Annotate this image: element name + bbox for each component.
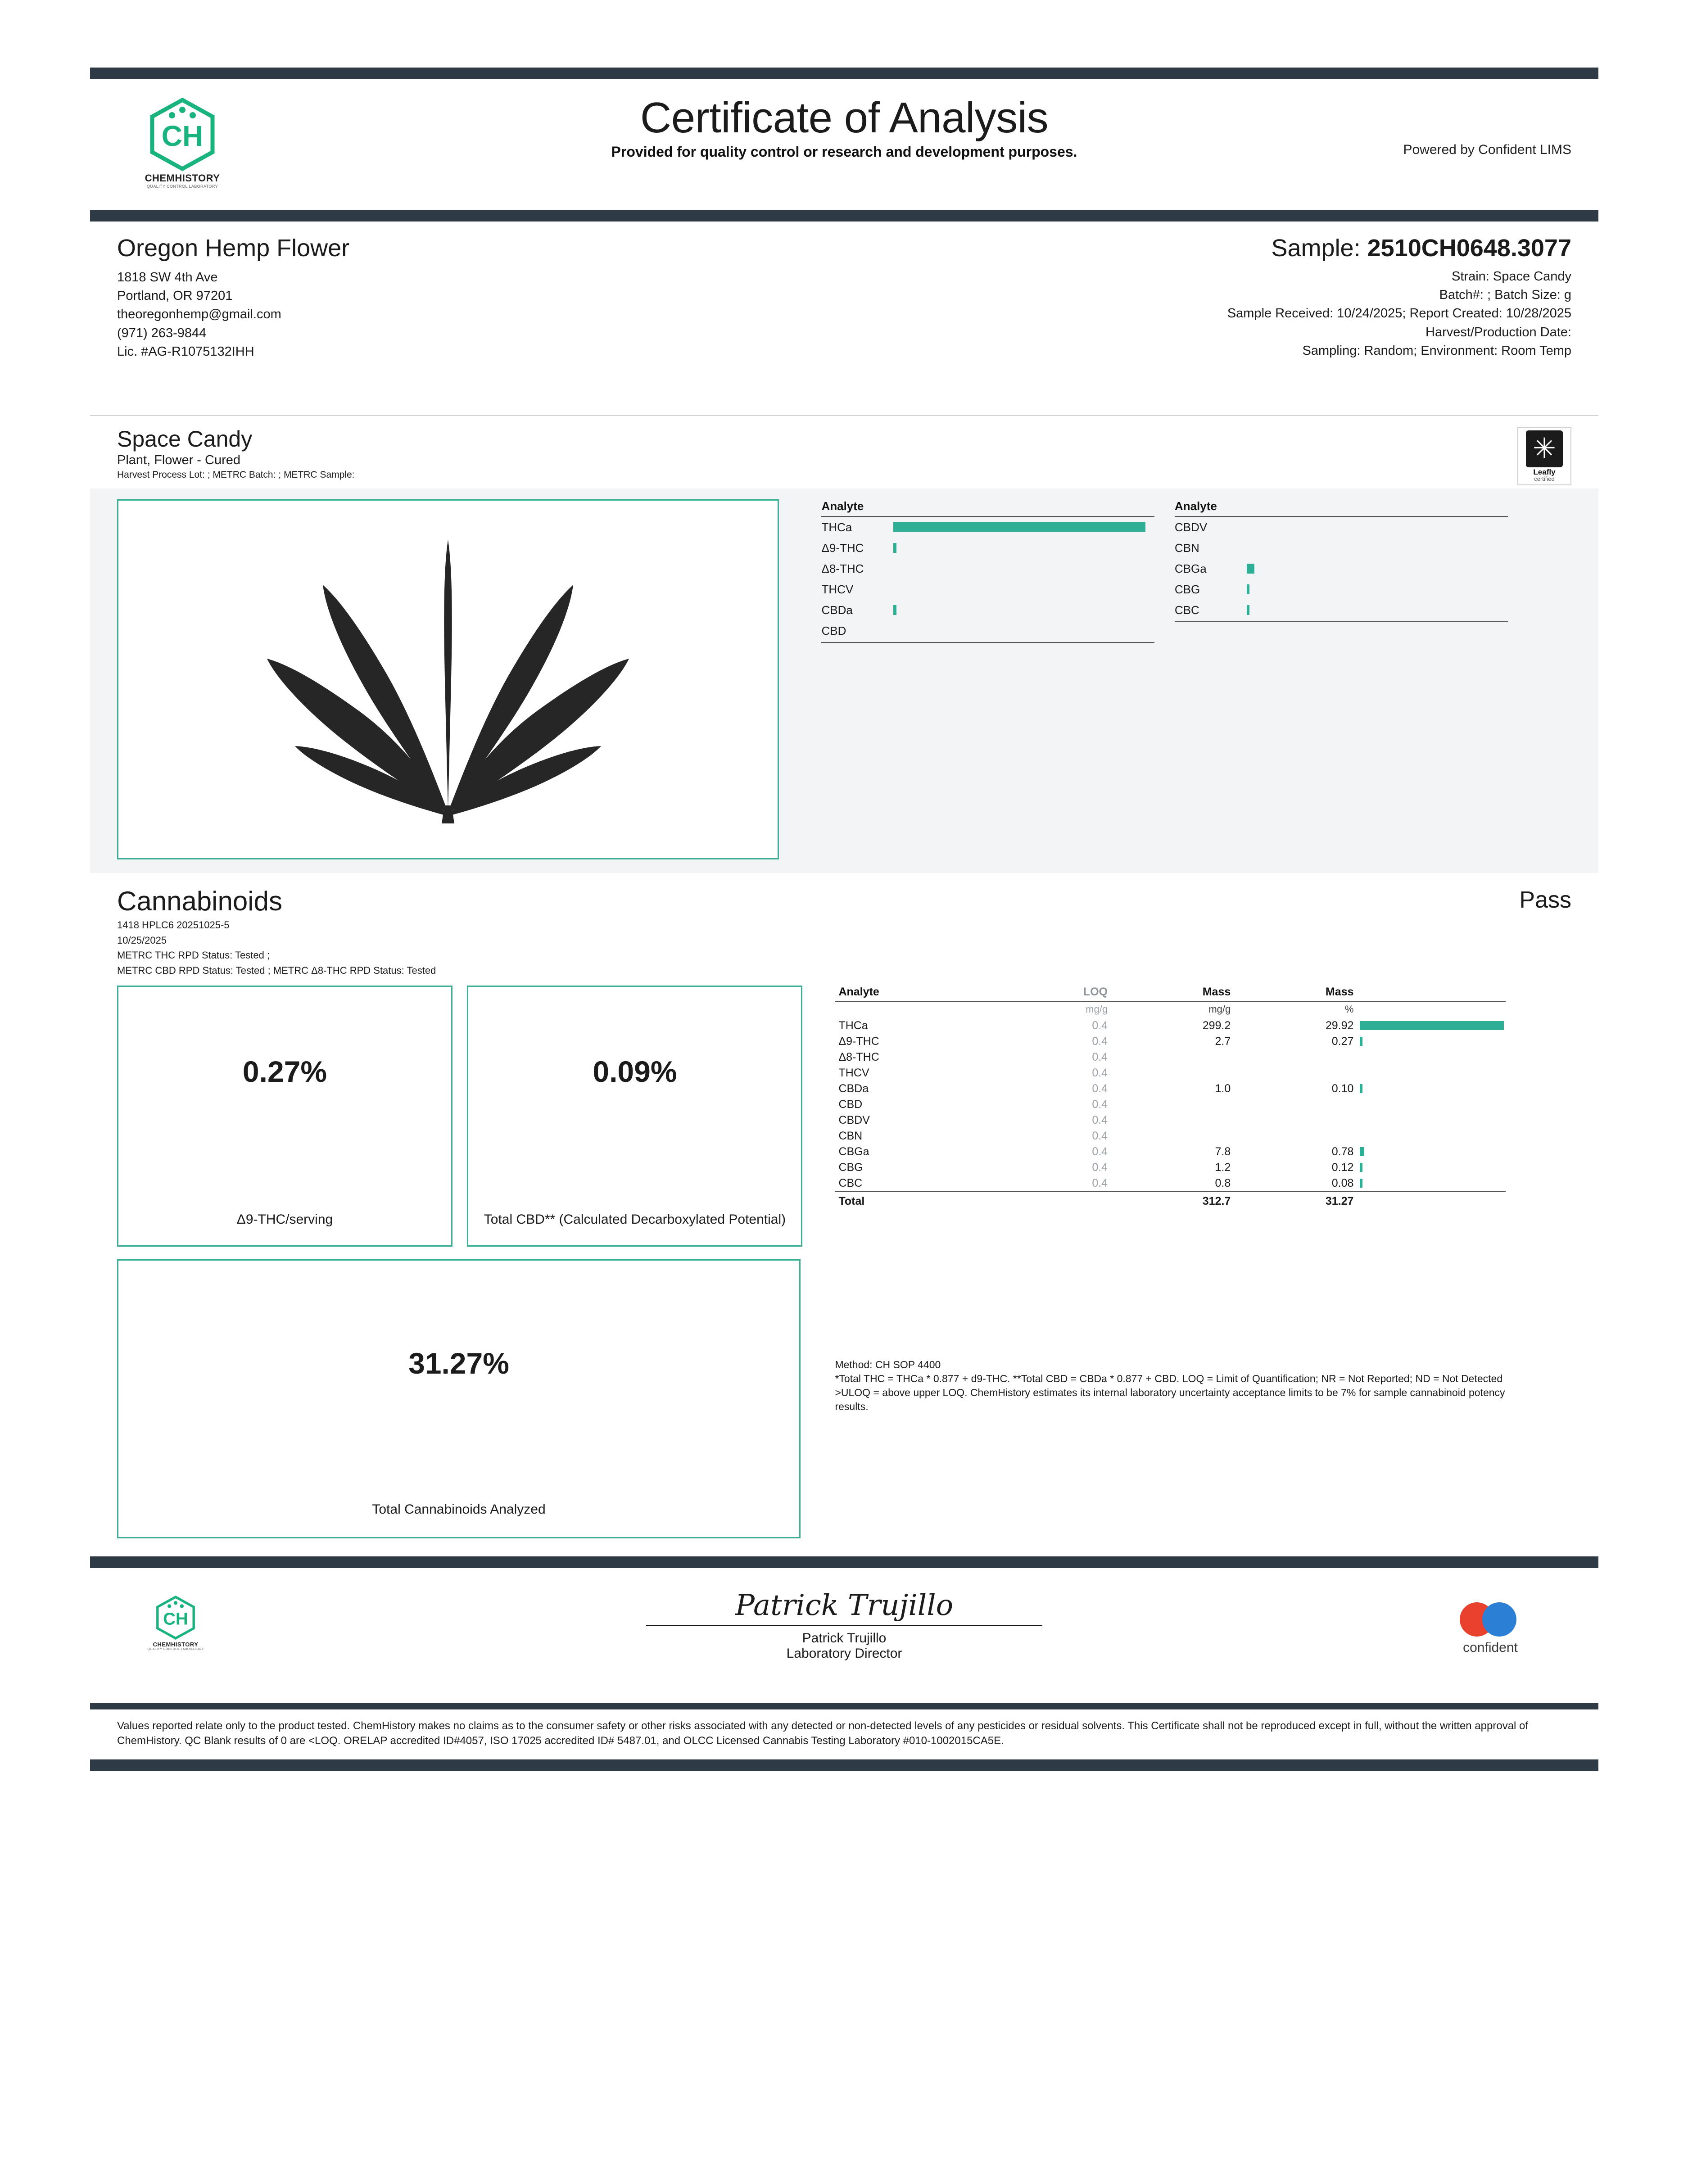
cell-mass-mgg	[1111, 1097, 1234, 1112]
document-subtitle: Provided for quality control or research and development purposes.	[611, 143, 1077, 160]
total-cannabinoids-caption: Total Cannabinoids Analyzed	[372, 1502, 546, 1517]
overview-analyte-label: THCV	[821, 582, 854, 596]
cell-mass-pct	[1234, 1097, 1357, 1112]
cell-mass-pct: 0.78	[1331, 1145, 1354, 1158]
document-header	[90, 79, 1598, 210]
overview-analyte-label: CBG	[1174, 582, 1200, 596]
sample-label: Sample:	[1271, 235, 1367, 262]
overview-bar	[893, 543, 896, 553]
client-email: theoregonhemp@gmail.com	[117, 307, 281, 322]
cell-analyte: CBG	[838, 1161, 863, 1174]
table-row	[835, 1176, 1506, 1192]
cell-bar	[1357, 1081, 1506, 1097]
cell-mass-mgg: 1.0	[1215, 1082, 1231, 1095]
cell-loq: 0.4	[1092, 1129, 1108, 1142]
unit-mass-mgg: mg/g	[1208, 1003, 1231, 1015]
cell-bar	[1357, 1144, 1506, 1160]
thc-serving-value: 0.27%	[242, 1054, 327, 1088]
results-table-head	[835, 986, 1506, 1002]
overview-row	[1175, 538, 1508, 558]
overview-bar-track	[1247, 543, 1508, 553]
cell-loq: 0.4	[1092, 1066, 1108, 1079]
overview-row	[821, 579, 1154, 600]
overview-row	[821, 517, 1154, 538]
cell-mass-mgg	[1111, 1065, 1234, 1081]
title-block	[90, 95, 1598, 160]
method-line: Method: CH SOP 4400	[835, 1358, 941, 1370]
total-cbd-box	[467, 986, 802, 1247]
overview-left-header	[821, 499, 1154, 517]
signature-block	[642, 1586, 1047, 1661]
overview-analyte-label: CBGa	[1174, 561, 1207, 575]
cell-bar	[1357, 1034, 1506, 1049]
cell-loq: 0.4	[1092, 1082, 1108, 1095]
footer-logo-wordmark: CHEMHISTORY	[153, 1641, 199, 1648]
overview-bar	[893, 522, 1145, 532]
top-divider-bar	[90, 68, 1598, 79]
cannabinoids-title: Cannabinoids	[117, 886, 282, 916]
footnote-1: *Total THC = THCa * 0.877 + d9-THC. **Total CBD = CBDa * 0.877 + CBD. LOQ = Limit of Quantification; NR = Not Reported; ND = Not Detected	[835, 1372, 1503, 1384]
sample-batch: Batch#: ; Batch Size: g	[1439, 288, 1571, 303]
svg-text:CH: CH	[161, 120, 204, 152]
cell-bar	[1357, 1112, 1506, 1128]
sample-strain: Strain: Space Candy	[1452, 269, 1571, 284]
footnote-2: >ULOQ = above upper LOQ. ChemHistory estimates its internal laboratory uncertainty acceptance limits to be 7% for sample cannabinoid potency results.	[835, 1386, 1505, 1412]
status-badge: Pass	[1519, 887, 1571, 913]
unit-blank	[835, 1002, 1001, 1018]
table-row	[835, 1144, 1506, 1160]
cell-analyte: CBDa	[838, 1082, 869, 1095]
cell-analyte: Δ9-THC	[838, 1035, 879, 1048]
table-row	[835, 1160, 1506, 1176]
cell-loq: 0.4	[1092, 1035, 1108, 1048]
overview-bar-track	[893, 584, 1154, 594]
cell-mass-mgg: 299.2	[1202, 1019, 1231, 1032]
strain-block	[90, 416, 1598, 488]
overview-analyte-label: CBC	[1174, 603, 1199, 617]
analysis-meta-2: 10/25/2025	[117, 934, 167, 946]
overview-row	[1175, 579, 1508, 600]
cell-mass-mgg: 1.2	[1215, 1161, 1231, 1174]
table-row	[835, 1128, 1506, 1144]
cell-bar	[1357, 1097, 1506, 1112]
sample-id-line	[806, 234, 1571, 262]
table-row	[835, 1081, 1506, 1097]
confident-logo	[1432, 1600, 1549, 1655]
sample-photo	[117, 499, 779, 859]
confident-wordmark: confident	[1463, 1640, 1518, 1655]
overview-analyte-label: Δ9-THC	[821, 541, 864, 555]
total-loq	[1001, 1192, 1111, 1209]
cell-mass-pct: 29.92	[1325, 1019, 1354, 1032]
analysis-meta-3: METRC THC RPD Status: Tested ;	[117, 950, 270, 961]
table-row	[835, 1049, 1506, 1065]
total-mass-pct: 31.27	[1234, 1192, 1357, 1209]
overview-analyte-label: CBDV	[1174, 520, 1208, 534]
overview-bar	[1247, 605, 1249, 615]
sample-id: 2510CH0648.3077	[1367, 235, 1571, 262]
signatory-name: Patrick Trujillo	[802, 1630, 887, 1646]
analysis-meta-4: METRC CBD RPD Status: Tested ; METRC Δ8-THC RPD Status: Tested	[117, 965, 436, 977]
overview-bar-track	[893, 543, 1154, 553]
sample-image-and-overview	[90, 488, 1598, 873]
results-total-row	[835, 1192, 1506, 1209]
overview-column-right	[1175, 499, 1508, 622]
cell-analyte: CBC	[838, 1176, 863, 1189]
sample-harvest-date: Harvest/Production Date:	[1426, 325, 1571, 339]
overview-left-rule	[821, 642, 1154, 643]
bottom-bar	[90, 1759, 1598, 1771]
cell-loq: 0.4	[1092, 1161, 1108, 1174]
col-mass-mgg: Mass	[1111, 986, 1234, 1002]
cell-mass-pct	[1234, 1065, 1357, 1081]
cell-loq: 0.4	[1092, 1050, 1108, 1063]
overview-right-header	[1175, 499, 1508, 517]
table-row	[835, 1097, 1506, 1112]
cell-bar	[1357, 1128, 1506, 1144]
cell-mass-pct	[1234, 1049, 1357, 1065]
total-cannabinoids-box	[117, 1259, 801, 1538]
cell-bar	[1357, 1176, 1506, 1192]
cannabis-leaf-icon	[223, 522, 673, 837]
powered-by-label: Powered by Confident LIMS	[1403, 142, 1571, 157]
cannabinoid-results-table	[835, 986, 1506, 1209]
coa-sheet	[90, 68, 1598, 1771]
cell-loq: 0.4	[1092, 1098, 1108, 1111]
cell-loq: 0.4	[1092, 1176, 1108, 1189]
sample-sampling: Sampling: Random; Environment: Room Temp	[1302, 343, 1571, 358]
logo-tagline: QUALITY CONTROL LABORATORY	[147, 184, 218, 189]
overview-row	[1175, 600, 1508, 620]
strain-name: Space Candy	[117, 426, 253, 452]
total-label: Total	[835, 1192, 1001, 1209]
disclaimer-divider-bar	[90, 1703, 1598, 1709]
col-bar	[1357, 986, 1506, 1002]
signature-line	[646, 1625, 1042, 1626]
signature-image: Patrick Trujillo	[735, 1588, 954, 1622]
overview-analyte-label: Δ8-THC	[821, 561, 864, 575]
cell-analyte: THCV	[838, 1066, 869, 1079]
overview-right-header-label: Analyte	[1174, 499, 1217, 513]
overview-row	[1175, 558, 1508, 579]
header-divider-bar	[90, 210, 1598, 222]
overview-bar	[1247, 584, 1249, 594]
table-row	[835, 1034, 1506, 1049]
overview-bar-track	[1247, 564, 1508, 574]
cell-analyte: CBN	[838, 1129, 863, 1142]
method-notes	[835, 1358, 1510, 1414]
signature-band	[90, 1568, 1598, 1703]
overview-row	[1175, 517, 1508, 538]
cell-analyte: CBGa	[838, 1145, 869, 1158]
total-cannabinoids-value: 31.27%	[408, 1346, 509, 1380]
document-title: Certificate of Analysis	[640, 94, 1049, 142]
cell-mass-mgg: 2.7	[1215, 1035, 1231, 1048]
cell-bar	[1357, 1018, 1506, 1034]
overview-analyte-label: CBD	[821, 624, 846, 638]
cell-mass-pct	[1234, 1128, 1357, 1144]
results-table-area	[835, 986, 1546, 1414]
table-row	[835, 1112, 1506, 1128]
cell-mass-mgg	[1111, 1049, 1234, 1065]
cell-mass-mgg	[1111, 1112, 1234, 1128]
logo-wordmark: CHEMHISTORY	[145, 172, 220, 184]
cell-bar	[1357, 1049, 1506, 1065]
overview-left-header-label: Analyte	[821, 499, 864, 513]
cell-analyte: Δ8-THC	[838, 1050, 879, 1063]
cell-mass-pct	[1234, 1112, 1357, 1128]
total-cbd-value: 0.09%	[593, 1054, 677, 1088]
cell-loq: 0.4	[1092, 1145, 1108, 1158]
overview-bar-track	[1247, 584, 1508, 594]
cannabinoids-body	[117, 986, 1571, 1538]
col-analyte: Analyte	[835, 986, 1001, 1002]
leafly-certified-badge	[1517, 427, 1571, 485]
overview-row	[821, 600, 1154, 620]
client-address-1: 1818 SW 4th Ave	[117, 270, 218, 285]
leafly-label: Leafly	[1533, 468, 1556, 476]
overview-bar	[893, 605, 896, 615]
overview-bar	[1247, 564, 1254, 574]
cell-loq: 0.4	[1092, 1019, 1108, 1032]
overview-analyte-label: CBN	[1174, 541, 1199, 555]
footer-divider-bar	[90, 1556, 1598, 1568]
unit-mass-pct: %	[1344, 1003, 1354, 1015]
strain-lot-info: Harvest Process Lot: ; METRC Batch: ; METRC Sample:	[117, 470, 355, 480]
cannabinoids-section	[90, 873, 1598, 1556]
overview-analyte-label: THCa	[821, 520, 852, 534]
cell-mass-mgg: 7.8	[1215, 1145, 1231, 1158]
overview-bar-track	[893, 605, 1154, 615]
table-row	[835, 1065, 1506, 1081]
results-table-body	[835, 1002, 1506, 1209]
unit-bar	[1357, 1002, 1506, 1018]
cell-mass-pct: 0.27	[1331, 1035, 1354, 1048]
overview-bar-track	[1247, 522, 1508, 532]
results-units-row	[835, 1002, 1506, 1018]
overview-bar-track	[893, 522, 1154, 532]
total-cbd-caption: Total CBD** (Calculated Decarboxylated Potential)	[484, 1212, 786, 1227]
thc-serving-caption: Δ9-THC/serving	[236, 1212, 333, 1227]
overview-row	[821, 558, 1154, 579]
client-license: Lic. #AG-R1075132IHH	[117, 344, 254, 359]
overview-analyte-label: CBDa	[821, 603, 853, 617]
unit-loq: mg/g	[1086, 1003, 1108, 1015]
footer-logo-tagline: QUALITY CONTROL LABORATORY	[147, 1647, 204, 1651]
cell-analyte: CBDV	[838, 1113, 870, 1126]
overview-column-left	[821, 499, 1154, 643]
total-mass-mgg: 312.7	[1111, 1192, 1234, 1209]
leafly-sublabel: certified	[1534, 475, 1555, 482]
client-and-sample-info	[90, 222, 1598, 415]
overview-bar-track	[893, 626, 1154, 636]
signatory-role: Laboratory Director	[786, 1646, 902, 1661]
cell-analyte: CBD	[838, 1098, 863, 1111]
confident-dots-icon	[1432, 1600, 1549, 1640]
cannabinoid-overview-charts	[821, 499, 1542, 643]
sample-summary	[806, 234, 1571, 360]
strain-type: Plant, Flower - Cured	[117, 453, 240, 467]
client-name: Oregon Hemp Flower	[117, 235, 350, 262]
footer-hexagon-logo-icon	[155, 1595, 196, 1640]
col-mass-pct: Mass	[1234, 986, 1357, 1002]
cell-mass-pct: 0.10	[1331, 1082, 1354, 1095]
client-phone: (971) 263-9844	[117, 326, 207, 340]
disclaimer-text: Values reported relate only to the product tested. ChemHistory makes no claims as to the consumer safety or other risks associated with any detected or non-detected levels of any pesticides or residual solvents. This Certificate shall not be reproduced except in full, without the written approval of ChemHistory. QC Blank results of 0 are <LOQ. ORELAP accredited ID#4057, ISO 17025 accredited ID# 5487.01, and OLCC Licensed Cannabis Testing Laboratory #010-1002015CA5E.	[117, 1719, 1529, 1747]
svg-text:CH: CH	[163, 1609, 188, 1629]
footer-chemhistory-logo	[131, 1595, 221, 1651]
thc-serving-box	[117, 986, 453, 1247]
client-address-2: Portland, OR 97201	[117, 289, 233, 303]
leafly-mark-icon	[1526, 430, 1563, 467]
cell-mass-mgg: 0.8	[1215, 1176, 1231, 1189]
sample-dates: Sample Received: 10/24/2025; Report Created: 10/28/2025	[1227, 306, 1571, 321]
results-header-row	[835, 986, 1506, 1002]
total-bar	[1357, 1192, 1506, 1209]
cell-mass-pct: 0.12	[1331, 1161, 1354, 1174]
overview-row	[821, 620, 1154, 641]
cell-mass-mgg	[1111, 1128, 1234, 1144]
cell-loq: 0.4	[1092, 1113, 1108, 1126]
overview-bar-track	[893, 564, 1154, 574]
overview-row	[821, 538, 1154, 558]
cell-mass-pct: 0.08	[1331, 1176, 1354, 1189]
overview-right-rule	[1175, 621, 1508, 622]
summary-boxes	[117, 986, 806, 1538]
cell-bar	[1357, 1160, 1506, 1176]
overview-bar-track	[1247, 605, 1508, 615]
cell-analyte: THCa	[838, 1019, 868, 1032]
col-loq: LOQ	[1001, 986, 1111, 1002]
table-row	[835, 1018, 1506, 1034]
analysis-meta-1: 1418 HPLC6 20251025-5	[117, 919, 230, 931]
cell-bar	[1357, 1065, 1506, 1081]
